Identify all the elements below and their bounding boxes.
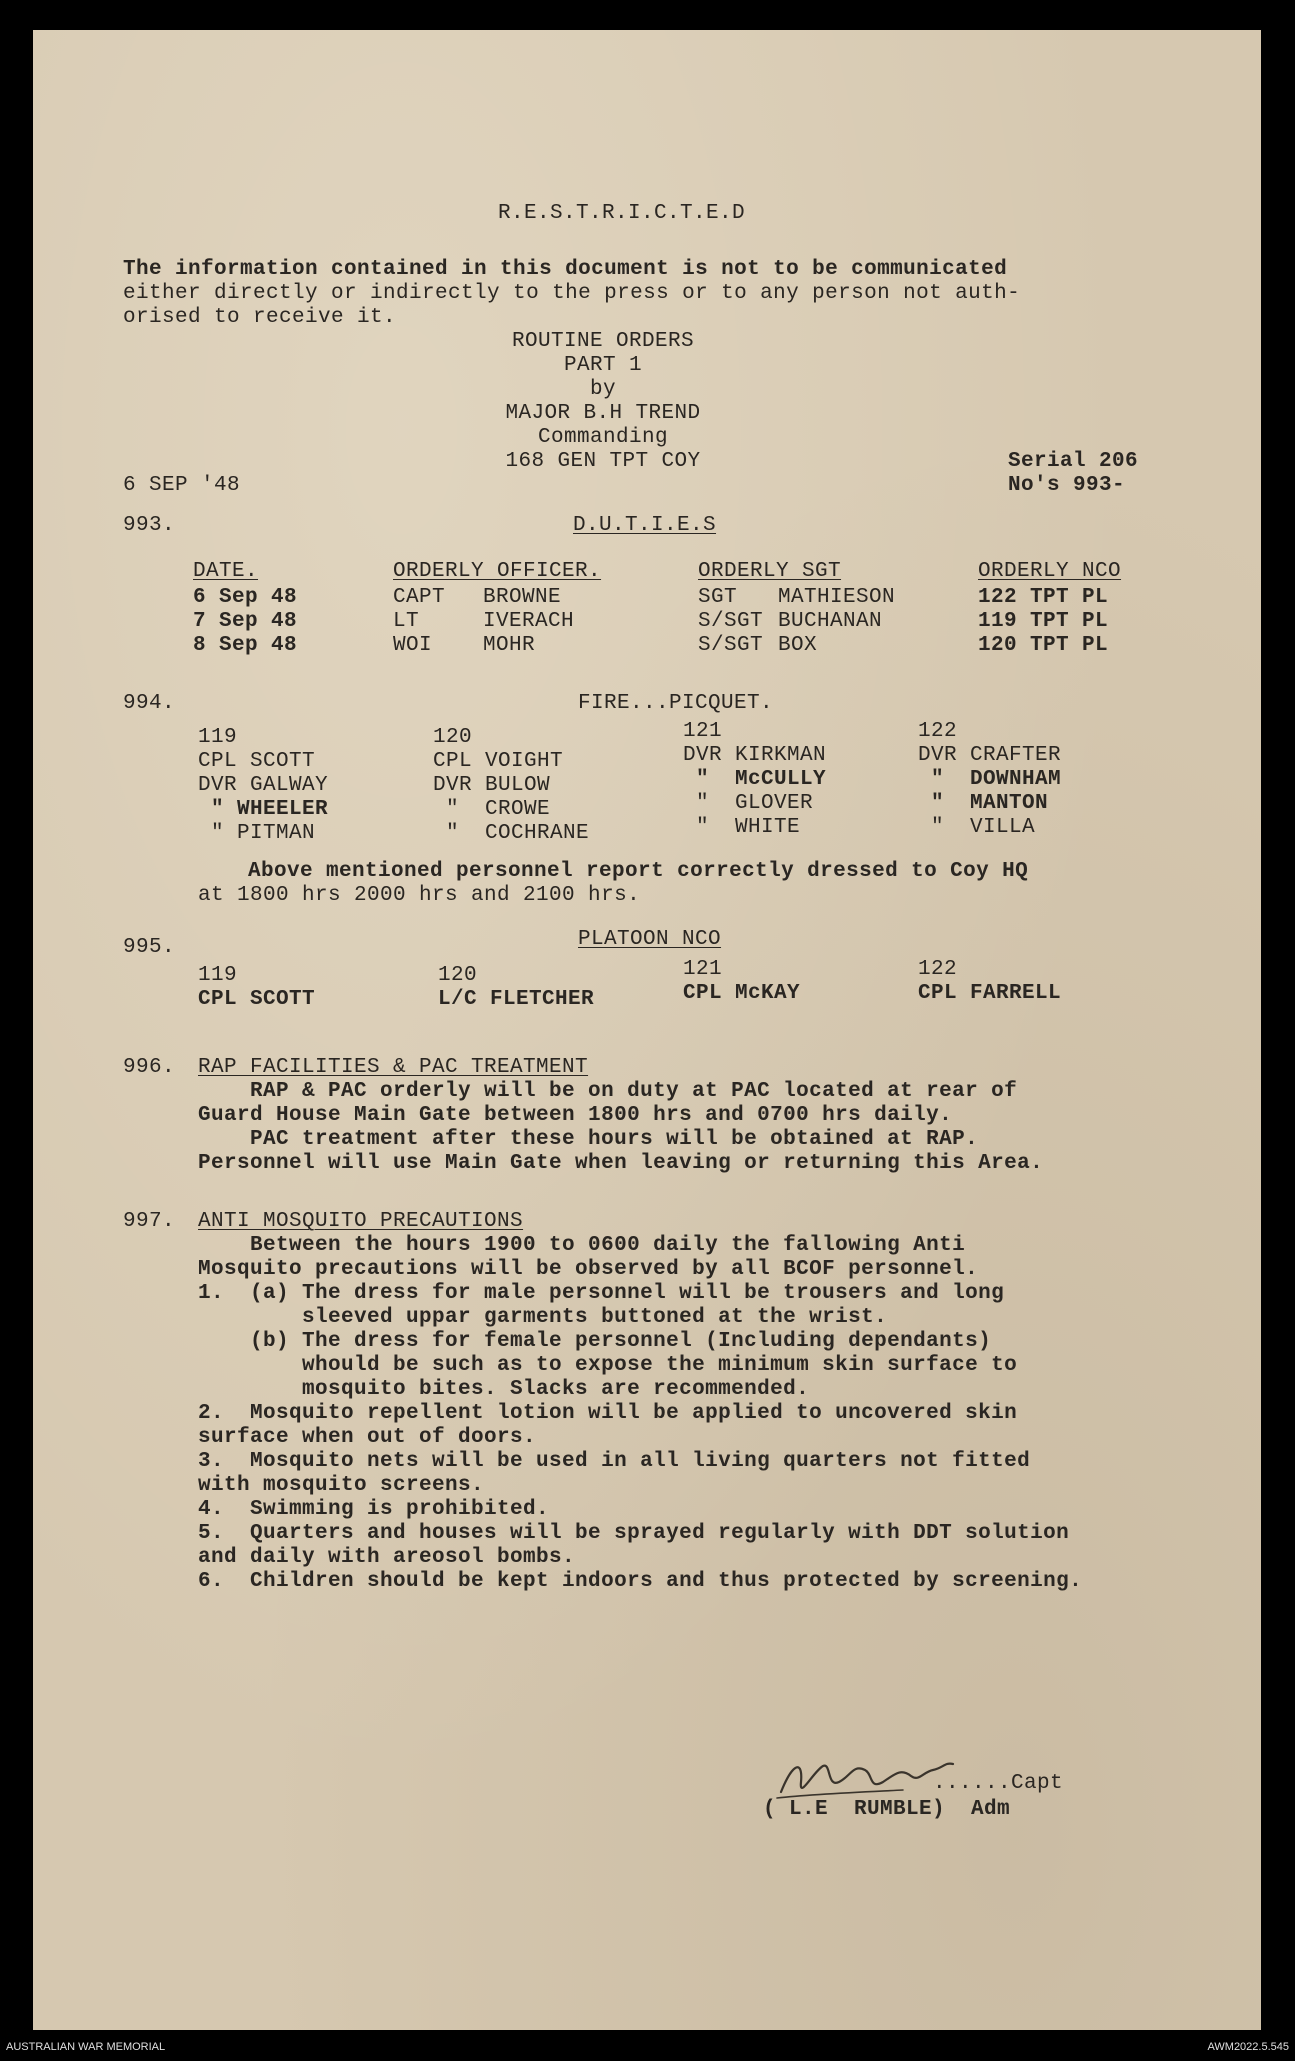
picquet-note-line-2: at 1800 hrs 2000 hrs and 2100 hrs.: [198, 884, 641, 907]
mosquito-line-15: 6. Children should be kept indoors and thus protected by screening.: [198, 1570, 1083, 1593]
picquet-122-line-1: DVR CRAFTER: [918, 744, 1062, 767]
mosquito-line-8: 2. Mosquito repellent lotion will be applied to uncovered skin: [198, 1402, 1018, 1425]
mosquito-line-10: 3. Mosquito nets will be used in all living quarters not fitted: [198, 1450, 1031, 1473]
duty-row-1-sgt-rank: SGT: [698, 586, 738, 609]
classification-heading: R.E.S.T.R.I.C.T.E.D: [498, 202, 746, 225]
picquet-120-line-1: CPL VOIGHT: [433, 750, 564, 773]
platoon-nco-heading: PLATOON NCO: [578, 928, 722, 951]
duty-row-3-officer: MOHR: [483, 634, 536, 657]
picquet-note-line-1: Above mentioned personnel report correctly dressed to Coy HQ: [248, 860, 1029, 883]
platoon-nco-119-number: 119: [198, 964, 238, 987]
title-line-2: PART 1: [563, 354, 642, 377]
mosquito-line-11: with mosquito screens.: [198, 1474, 485, 1497]
duty-row-3-rank: WOI: [393, 634, 433, 657]
duty-row-2-date: 7 Sep 48: [193, 610, 298, 633]
platoon-nco-122-name: CPL FARRELL: [918, 982, 1062, 1005]
mosquito-line-13: 5. Quarters and houses will be sprayed regularly with DDT solution: [198, 1522, 1070, 1545]
picquet-120-line-3: " CROWE: [433, 798, 551, 821]
signature-capt: ......Capt: [933, 1772, 1064, 1795]
notice-line-1: The information contained in this document is not to be communicated: [123, 258, 1008, 281]
picquet-120-line-4: " COCHRANE: [433, 822, 590, 845]
mosquito-line-2: Mosquito precautions will be observed by all BCOF personnel.: [198, 1258, 979, 1281]
picquet-119-line-4: " PITMAN: [198, 822, 316, 845]
document-page: [33, 30, 1261, 2030]
duty-row-2-sgt: BUCHANAN: [778, 610, 883, 633]
duty-row-3-sgt-rank: S/SGT: [698, 634, 764, 657]
section-number-994: 994.: [123, 692, 176, 715]
duty-row-2-sgt-rank: S/SGT: [698, 610, 764, 633]
platoon-nco-121-name: CPL McKAY: [683, 982, 801, 1005]
platoon-nco-119-name: CPL SCOTT: [198, 988, 316, 1011]
picquet-platoon-121: 121: [683, 720, 723, 743]
duty-row-1-nco: 122 TPT PL: [978, 586, 1109, 609]
rap-line-4: Personnel will use Main Gate when leaving or returning this Area.: [198, 1152, 1044, 1175]
duties-col-sgt: ORDERLY SGT: [698, 560, 842, 583]
duty-row-2-nco: 119 TPT PL: [978, 610, 1109, 633]
section-number-995: 995.: [123, 936, 176, 959]
picquet-121-line-2: " McCULLY: [683, 768, 827, 791]
notice-line-3: orised to receive it.: [123, 306, 397, 329]
mosquito-line-1: Between the hours 1900 to 0600 daily the fallowing Anti: [198, 1234, 966, 1257]
platoon-nco-122-number: 122: [918, 958, 958, 981]
mosquito-line-9: surface when out of doors.: [198, 1426, 537, 1449]
platoon-nco-120-name: L/C FLETCHER: [438, 988, 595, 1011]
duty-row-1-rank: CAPT: [393, 586, 446, 609]
section-number-993: 993.: [123, 514, 176, 537]
mosquito-line-5: (b) The dress for female personnel (Including dependants): [198, 1330, 992, 1353]
duties-heading: D.U.T.I.E.S: [573, 514, 717, 537]
footer-accession-number: AWM2022.5.545: [1207, 2041, 1289, 2053]
platoon-nco-121-number: 121: [683, 958, 723, 981]
duty-row-1-date: 6 Sep 48: [193, 586, 298, 609]
title-line-1: ROUTINE ORDERS: [511, 330, 695, 353]
picquet-122-line-3: " MANTON: [918, 792, 1049, 815]
mosquito-line-14: and daily with areosol bombs.: [198, 1546, 576, 1569]
title-line-6: 168 GEN TPT COY: [505, 450, 701, 473]
picquet-119-line-3: " WHEELER: [198, 798, 329, 821]
mosquito-line-3: 1. (a) The dress for male personnel will be trousers and long: [198, 1282, 1005, 1305]
rap-line-3: PAC treatment after these hours will be obtained at RAP.: [198, 1128, 979, 1151]
duty-row-3-date: 8 Sep 48: [193, 634, 298, 657]
section-number-997: 997.: [123, 1210, 176, 1233]
signature-name: ( L.E RUMBLE) Adm: [763, 1798, 1011, 1821]
title-line-5: Commanding: [537, 426, 669, 449]
rap-heading: RAP FACILITIES & PAC TREATMENT: [198, 1056, 589, 1079]
duty-row-2-officer: IVERACH: [483, 610, 575, 633]
order-date: 6 SEP '48: [123, 474, 241, 497]
title-line-3: by: [589, 378, 616, 401]
duty-row-3-sgt: BOX: [778, 634, 818, 657]
rap-line-2: Guard House Main Gate between 1800 hrs and 0700 hrs daily.: [198, 1104, 953, 1127]
duties-col-officer: ORDERLY OFFICER.: [393, 560, 602, 583]
duty-row-3-nco: 120 TPT PL: [978, 634, 1109, 657]
picquet-heading: FIRE...PICQUET.: [578, 692, 774, 715]
picquet-121-line-1: DVR KIRKMAN: [683, 744, 827, 767]
picquet-119-line-2: DVR GALWAY: [198, 774, 329, 797]
section-number-996: 996.: [123, 1056, 176, 1079]
picquet-platoon-119: 119: [198, 726, 238, 749]
mosquito-line-12: 4. Swimming is prohibited.: [198, 1498, 550, 1521]
picquet-122-line-2: " DOWNHAM: [918, 768, 1062, 791]
platoon-nco-120-number: 120: [438, 964, 478, 987]
duty-row-1-officer: BROWNE: [483, 586, 562, 609]
mosquito-line-6: whould be such as to expose the minimum skin surface to: [198, 1354, 1018, 1377]
rap-line-1: RAP & PAC orderly will be on duty at PAC located at rear of: [198, 1080, 1018, 1103]
order-numbers: No's 993-: [1008, 474, 1126, 497]
picquet-122-line-4: " VILLA: [918, 816, 1036, 839]
mosquito-line-4: sleeved uppar garments buttoned at the wrist.: [198, 1306, 888, 1329]
picquet-119-line-1: CPL SCOTT: [198, 750, 316, 773]
picquet-121-line-3: " GLOVER: [683, 792, 814, 815]
duty-row-1-sgt: MATHIESON: [778, 586, 896, 609]
footer-archive-credit: AUSTRALIAN WAR MEMORIAL: [6, 2041, 166, 2053]
duty-row-2-rank: LT: [393, 610, 420, 633]
picquet-120-line-2: DVR BULOW: [433, 774, 551, 797]
picquet-121-line-4: " WHITE: [683, 816, 801, 839]
duties-col-date: DATE.: [193, 560, 259, 583]
title-line-4: MAJOR B.H TREND: [505, 402, 701, 425]
mosquito-heading: ANTI MOSQUITO PRECAUTIONS: [198, 1210, 524, 1233]
picquet-platoon-122: 122: [918, 720, 958, 743]
notice-line-2: either directly or indirectly to the press or to any person not auth-: [123, 282, 1021, 305]
picquet-platoon-120: 120: [433, 726, 473, 749]
serial-number: Serial 206: [1008, 450, 1139, 473]
mosquito-line-7: mosquito bites. Slacks are recommended.: [198, 1378, 810, 1401]
duties-col-nco: ORDERLY NCO: [978, 560, 1122, 583]
